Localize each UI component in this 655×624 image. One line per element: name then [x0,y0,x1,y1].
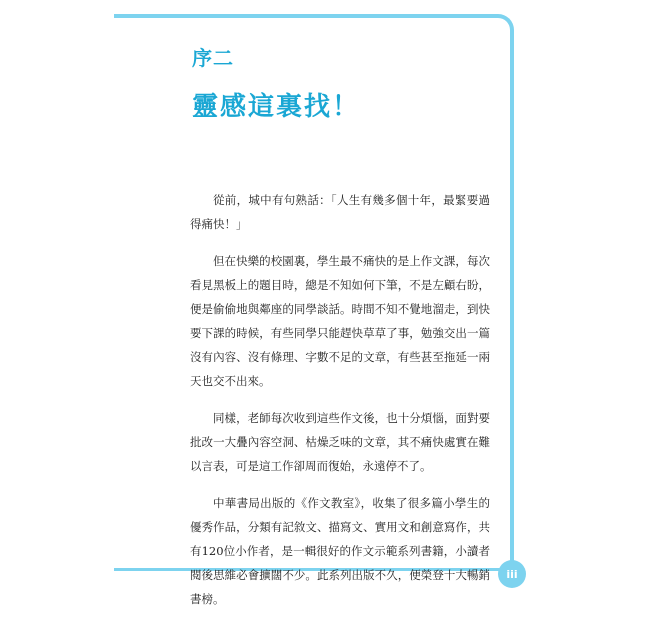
paragraph: 同樣，老師每次收到這些作文後，也十分煩惱，面對要批改一大疊內容空洞、枯燥乏味的文章，其不痛快處實在難以言表，可是這工作卻周而復始，永遠停不了。 [190,411,490,473]
paragraph: 中華書局出版的《作文教室》，收集了很多篇小學生的優秀作品，分類有記敘文、描寫文、實用文和創意寫作，共有120位小作者，是一輯很好的作文示範系列書籍，小讀者閱後思維必會擴闊不少。此系列出版不久，便榮登十大暢銷書榜。 [190,496,490,606]
section-label: 序二 [192,46,234,70]
page-title: 靈感這裏找！ [192,92,361,122]
paragraph: 從前，城中有句熟話：「人生有幾多個十年，最緊要過得痛快！」 [190,193,490,231]
body-text [190,188,490,624]
page-number-badge: iii [498,560,526,588]
paragraph: 但在快樂的校園裏，學生最不痛快的是上作文課，每次看見黑板上的題目時，總是不知如何下筆，不是左顧右盼，便是偷偷地與鄰座的同學談話。時間不知不覺地溜走，到快要下課的時候，有些同學只能趕快草草了事，勉強交出一篇沒有內容、沒有條理、字數不足的文章，有些甚至拖延一兩天也交不出來。 [190,254,490,388]
